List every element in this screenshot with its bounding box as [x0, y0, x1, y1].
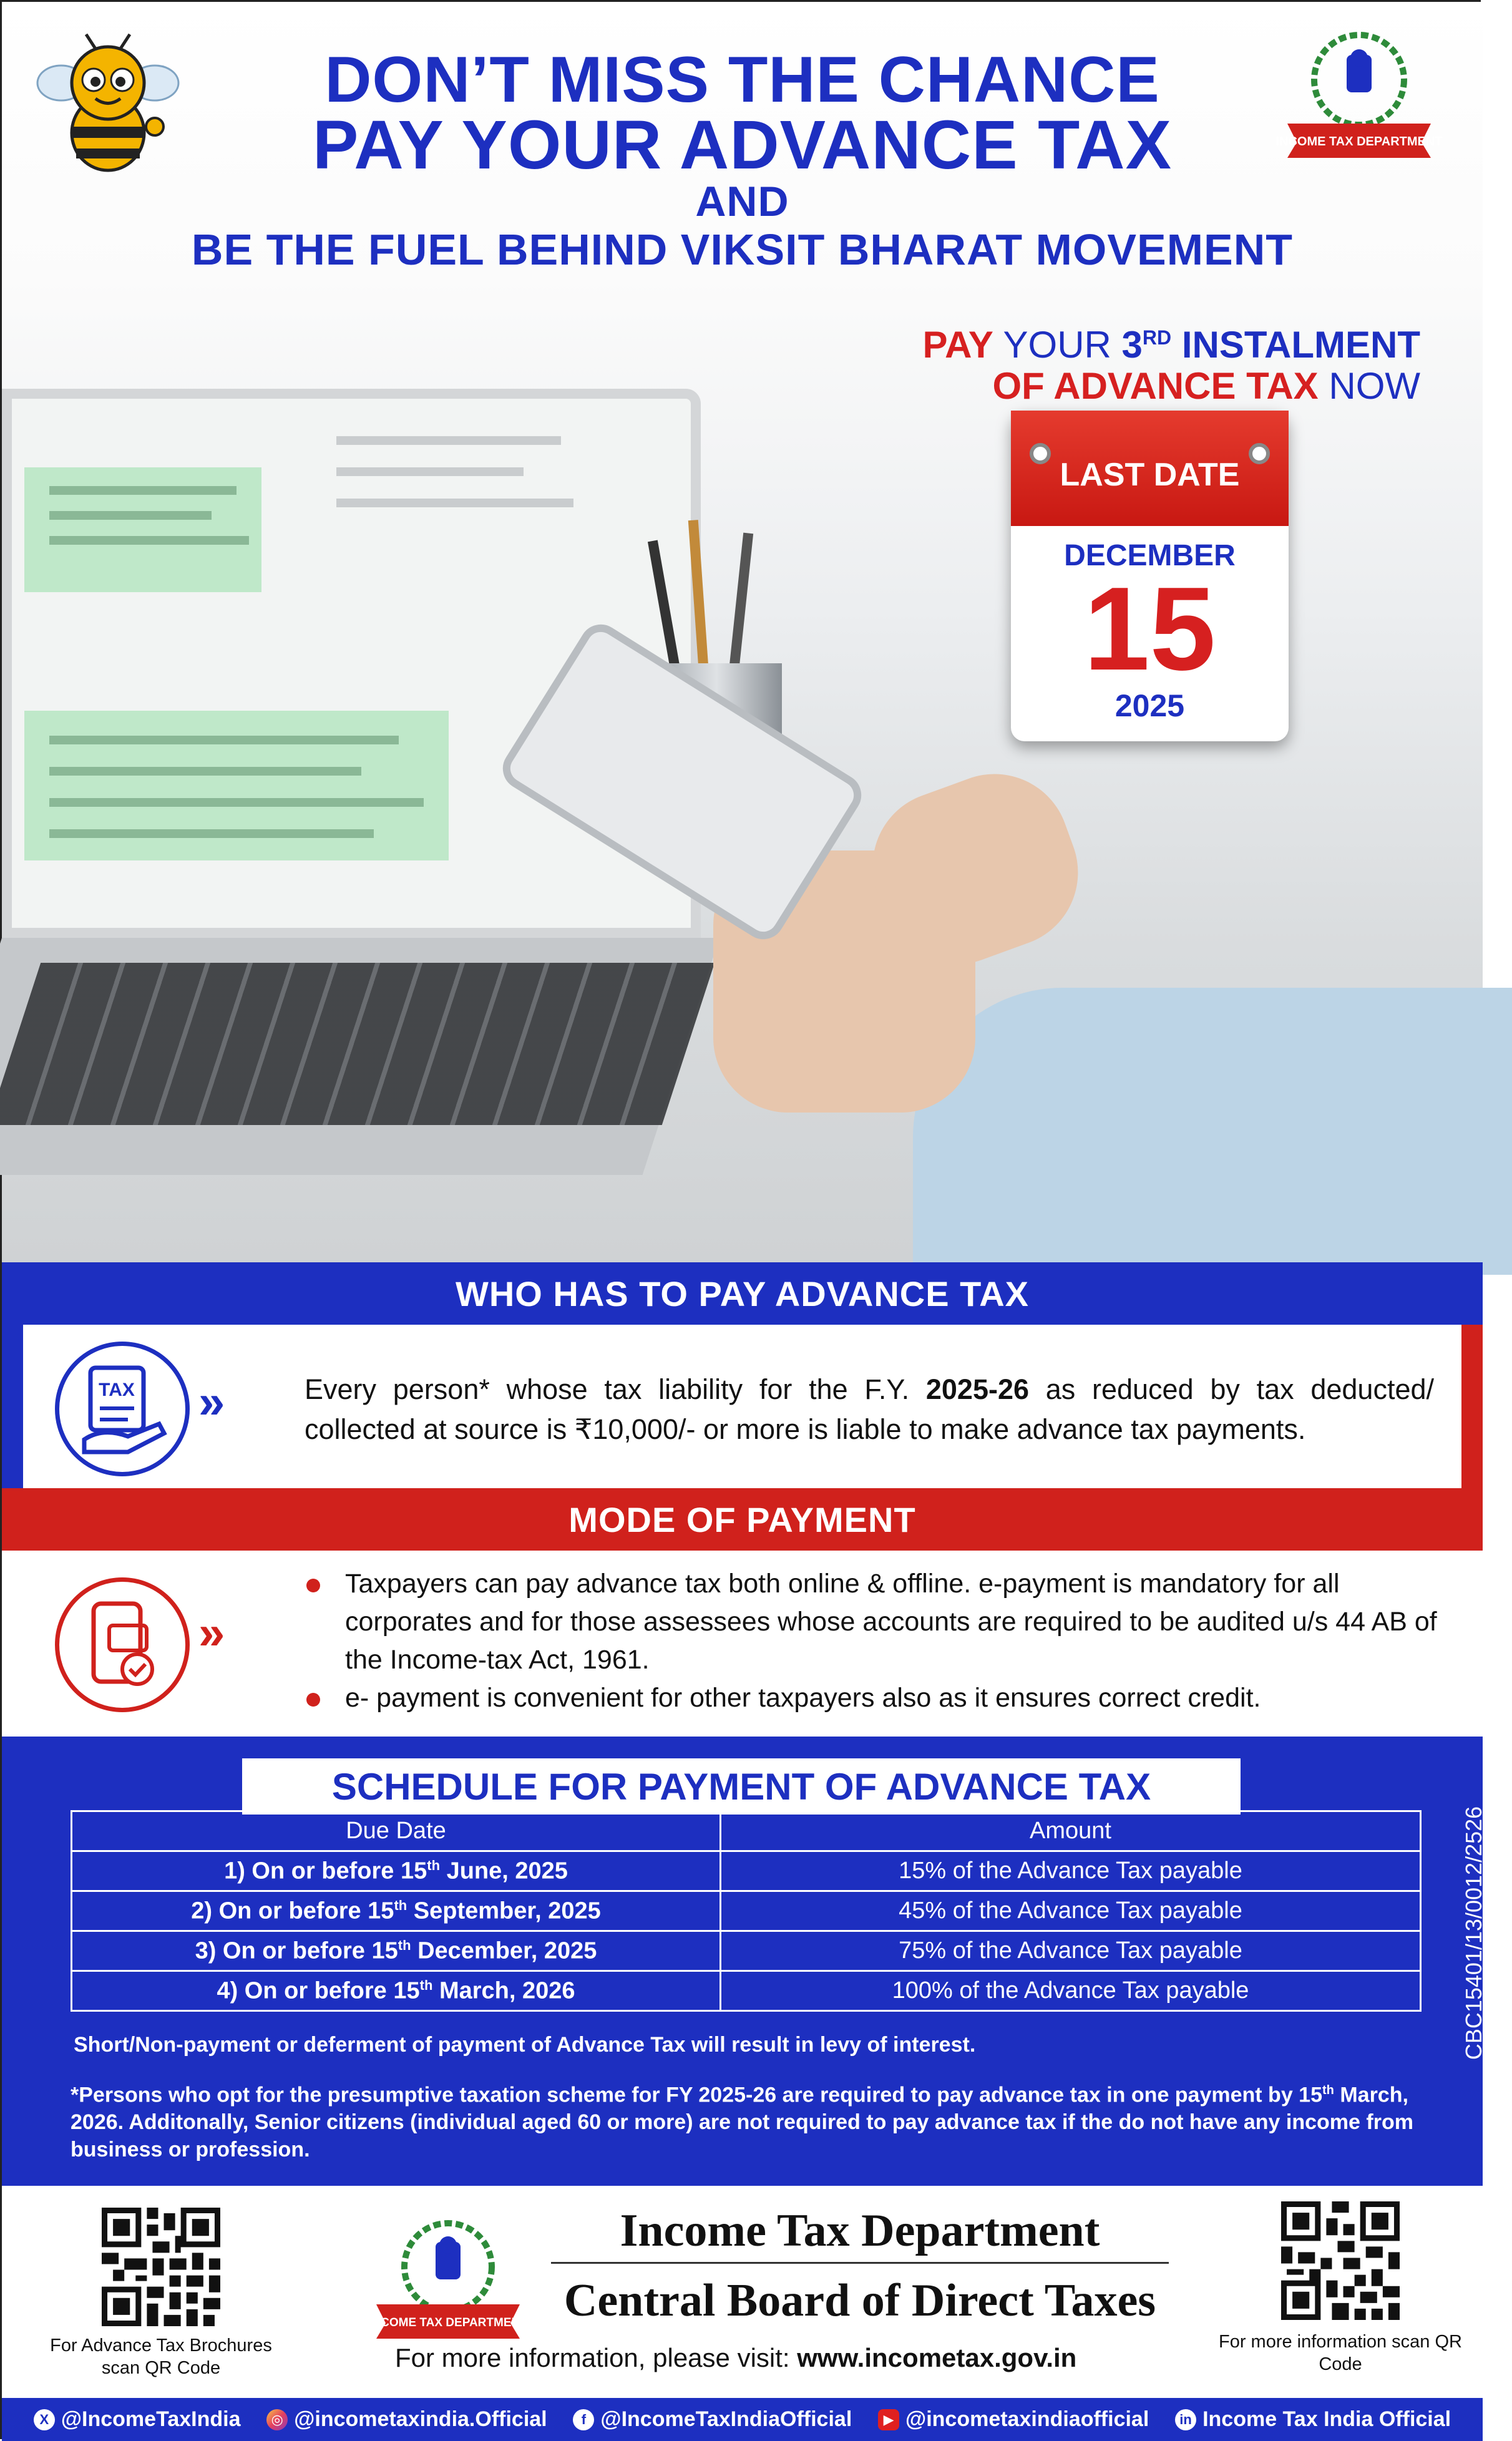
schedule-heading: SCHEDULE FOR PAYMENT OF ADVANCE TAX [242, 1758, 1241, 1815]
social-instagram-link[interactable] [266, 2407, 547, 2432]
who-text-fy: 2025-26 [925, 1373, 1030, 1405]
schedule-table [71, 1810, 1422, 2012]
presumptive-note: *Persons who opt for the presumptive taxation scheme for FY 2025-26 are required to pay advance tax in one payment by 15th March, 2026. Additonally, Senior citizens (individual aged 60 or more) are not required to pay advance tax if the do not have any income from business or profession. [71, 2083, 1413, 2162]
advance-tax-poster: INCOME TAX DEPARTMENT DON’T MISS THE CHANCE PAY YOUR ADVANCE TAX AND BE THE FUEL BEHIND VIKSIT BHARAT MOVEMENT PAY YOUR 3RD INSTALMENT OF ADVANCE TAX NOW LAST DATE DECEMBER 15 2025 WHO HAS TO PAY ADVANCE TAX TAX » Every person* whose tax liability for the F.Y. 2025-26 as reduced by tax deducted/ collected at source is ₹10,000/- or more is liable to make advance tax payments. MODE OF PAYMENT » Taxpayers can pay advance tax both online & offline. e-payment is mandatory for all corporates and for those assessees whose accounts are required to be audited u/s 44 AB of the Income-tax Act, 1961. e- payment is convenient for other taxpayers also as it ensures correct credit. SCHEDULE FOR PAYMENT OF ADVANCE TAX Due Date Amount 1) On or before 15th June, 2025 15% of the Advance Tax payable 2) On or before 15th September, 2025 45% of the Advance Tax payable 3) On or before 15th December, 2025 75% of the Advance Tax payable 4) On or before 15th March, 2026 100% of the Advance Tax payable Short/Non-payment or deferment of payment of Advance Tax will result in levy of interest. *Persons who opt for the presumptive taxation scheme for FY 2025-26 are required to pay advance tax in one payment by 15th March, 2026. Additonally, Senior citizens (individual aged 60 or more) are not required to pay advance tax if the do not have any income from business or profession. CBC15401/13/0012/2526 For Advance Tax Brochures scan QR Code INCOME TAX DEPARTMENT Income Tax Department Central Board of Direct Taxes For more information, please visit: www.incometax.gov.in For more information scan QR Code X @IncomeTaxIndia ◎ @incometaxindia.Official f @IncomeTaxIndiaOfficial ▶ @incometaxindiaofficial in Income Tax India Official [0, 0, 1481, 2439]
social-handle: @incometaxindiaofficial [905, 2407, 1149, 2431]
more-info-prefix: For more information, please visit: [395, 2343, 797, 2372]
social-x-link[interactable] [34, 2407, 241, 2432]
qr-right-caption: For more information scan QR Code [1218, 2332, 1462, 2374]
svg-text:INCOME TAX DEPARTMENT: INCOME TAX DEPARTMENT [369, 2316, 527, 2329]
instalment-word: INSTALMENT [1181, 324, 1420, 366]
due-date-cell: 1) On or before 15th June, 2025 [72, 1851, 721, 1891]
amount-cell: 15% of the Advance Tax payable [721, 1851, 1421, 1891]
double-chevron-icon: » [198, 1606, 225, 1659]
calendar-label: LAST DATE [1011, 411, 1289, 526]
qr-code-more-info[interactable] [1281, 2201, 1400, 2320]
social-handle: Income Tax India Official [1202, 2407, 1451, 2431]
qr-left-caption: For Advance Tax Brochures scan QR Code [50, 2336, 272, 2378]
headline-dont-miss: DON’T MISS THE CHANCE [324, 44, 1160, 116]
social-media-bar [2, 2398, 1483, 2441]
table-row [72, 1971, 1421, 2011]
department-name: Income Tax Department [620, 2205, 1100, 2256]
headline-pay-advance-tax: PAY YOUR ADVANCE TAX [313, 107, 1172, 183]
department-divider [551, 2262, 1169, 2264]
instalment-number: 3 [1121, 324, 1143, 366]
interest-note: Short/Non-payment or deferment of payment of Advance Tax will result in levy of interest. [74, 2033, 976, 2057]
youtube-icon: ▶ [878, 2409, 899, 2430]
col-due-date: Due Date [72, 1811, 721, 1851]
tax-document-icon [55, 1342, 190, 1476]
board-name: Central Board of Direct Taxes [563, 2275, 1156, 2326]
more-info-line [395, 2343, 1206, 2373]
income-tax-emblem-icon [370, 2217, 526, 2342]
col-amount: Amount [721, 1811, 1421, 1851]
hero-banner [2, 2, 1483, 1262]
website-link[interactable]: www.incometax.gov.in [797, 2343, 1077, 2372]
mode-heading: MODE OF PAYMENT [2, 1488, 1483, 1551]
social-linkedin-link[interactable] [1175, 2407, 1451, 2432]
amount-cell: 75% of the Advance Tax payable [721, 1931, 1421, 1971]
table-row [72, 1931, 1421, 1971]
amount-cell: 100% of the Advance Tax payable [721, 1971, 1421, 2011]
who-text-a: Every person* whose tax liability for the F.Y. [305, 1373, 926, 1405]
your-word: YOUR [1003, 324, 1111, 366]
linkedin-icon: in [1175, 2409, 1196, 2430]
advance-tax-word: OF ADVANCE TAX [992, 365, 1319, 407]
keyboard-keys [0, 963, 715, 1125]
who-text-b: as reduced by tax deducted/ collected at source is ₹10,000/- or more is liable to make advance tax payments. [305, 1373, 1434, 1445]
svg-text:INCOME TAX DEPARTMENT: INCOME TAX DEPARTMENT [1275, 135, 1443, 149]
social-handle: @IncomeTaxIndiaOfficial [600, 2407, 852, 2431]
amount-cell: 45% of the Advance Tax payable [721, 1891, 1421, 1931]
table-row [72, 1891, 1421, 1931]
x-icon: X [34, 2409, 55, 2430]
social-facebook-link[interactable] [573, 2407, 852, 2432]
social-youtube-link[interactable] [878, 2407, 1149, 2432]
last-date-calendar [1011, 411, 1289, 741]
now-word: NOW [1329, 365, 1420, 407]
schedule-section [2, 1737, 1483, 2186]
calendar-ring-left [1030, 443, 1051, 464]
mobile-payment-icon [55, 1577, 190, 1712]
due-date-cell: 3) On or before 15th December, 2025 [72, 1931, 721, 1971]
calendar-month: DECEMBER [1064, 539, 1236, 572]
mode-bullet: e- payment is convenient for other taxpayers also as it ensures correct credit. [301, 1679, 1437, 1717]
due-date-cell: 2) On or before 15th September, 2025 [72, 1891, 721, 1931]
svg-text:TAX: TAX [99, 1380, 135, 1400]
shirt-sleeve-illustration [913, 988, 1512, 1275]
double-chevron-icon: » [198, 1375, 225, 1428]
instalment-suffix: RD [1142, 326, 1172, 349]
table-row [72, 1851, 1421, 1891]
pay-word: PAY [922, 324, 993, 366]
headline-viksit-bharat: BE THE FUEL BEHIND VIKSIT BHARAT MOVEMENT [191, 225, 1294, 274]
headline-and: AND [695, 178, 789, 225]
due-date-cell: 4) On or before 15th March, 2026 [72, 1971, 721, 2011]
social-handle: @IncomeTaxIndia [61, 2407, 241, 2431]
qr-code-brochure[interactable] [102, 2208, 220, 2326]
mode-bullet: Taxpayers can pay advance tax both online & offline. e-payment is mandatory for all corporates and for those assessees whose accounts are required to be audited u/s 44 AB of the Income-tax Act, 1961. [301, 1565, 1437, 1679]
calendar-year: 2025 [1114, 688, 1185, 723]
pay-instalment-callout [923, 317, 1420, 407]
instagram-icon: ◎ [266, 2409, 288, 2430]
facebook-icon: f [573, 2409, 594, 2430]
social-handle: @incometaxindia.Official [294, 2407, 547, 2431]
who-description [305, 1370, 1434, 1449]
calendar-ring-right [1249, 443, 1270, 464]
calendar-day: 15 [1083, 563, 1216, 695]
table-header-row [72, 1811, 1421, 1851]
who-heading: WHO HAS TO PAY ADVANCE TAX [2, 1262, 1483, 1325]
mode-bullets [301, 1565, 1437, 1717]
